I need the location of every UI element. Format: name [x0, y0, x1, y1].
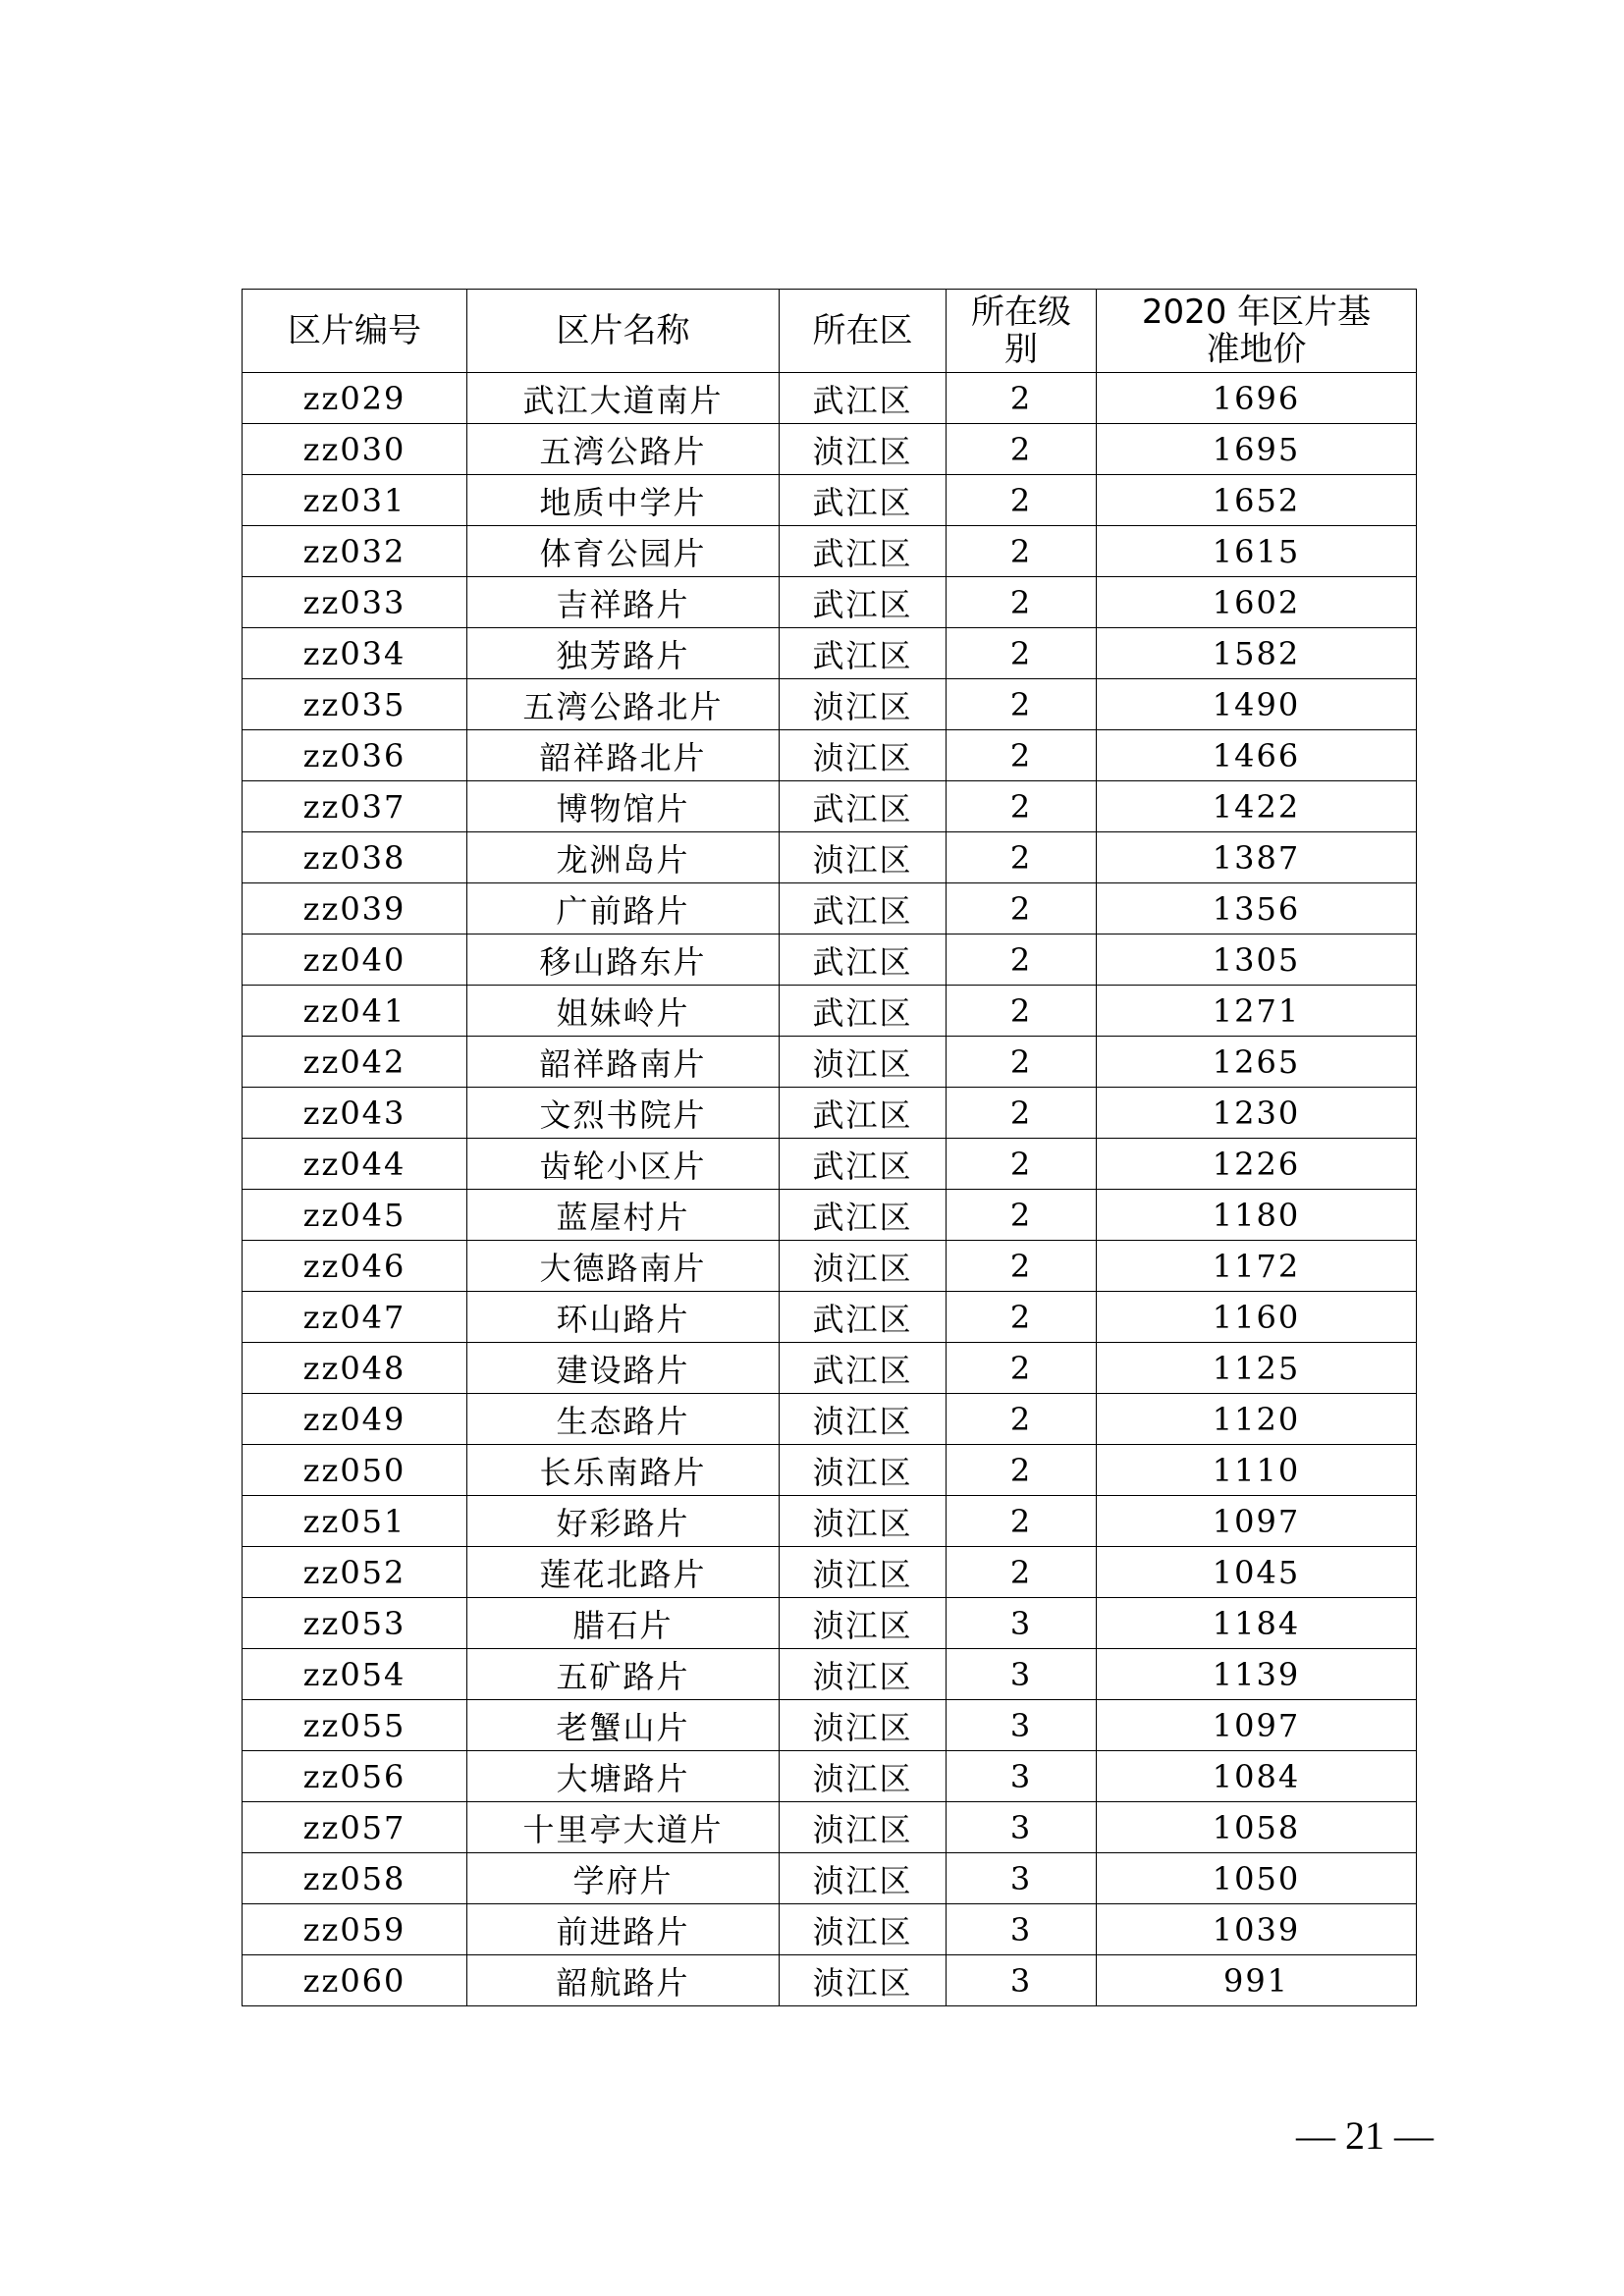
cell-district: 武江区	[780, 373, 947, 424]
cell-zone-name: 移山路东片	[467, 934, 780, 986]
cell-level: 2	[947, 526, 1097, 577]
cell-base-price: 1226	[1097, 1139, 1417, 1190]
cell-base-price: 1084	[1097, 1751, 1417, 1802]
cell-zone-name: 齿轮小区片	[467, 1139, 780, 1190]
cell-level: 2	[947, 679, 1097, 730]
cell-zone-name: 地质中学片	[467, 475, 780, 526]
table-row	[243, 832, 1417, 883]
table-row	[243, 1649, 1417, 1700]
table-row	[243, 1853, 1417, 1904]
table-row	[243, 934, 1417, 986]
land-price-table	[242, 289, 1417, 2006]
cell-zone-name: 五湾公路北片	[467, 679, 780, 730]
cell-district: 武江区	[780, 986, 947, 1037]
table-row	[243, 1241, 1417, 1292]
table-body	[243, 373, 1417, 2006]
cell-base-price: 1466	[1097, 730, 1417, 781]
cell-zone-code: zz058	[243, 1853, 467, 1904]
cell-level: 2	[947, 1394, 1097, 1445]
cell-base-price: 1695	[1097, 424, 1417, 475]
cell-base-price: 1180	[1097, 1190, 1417, 1241]
cell-district: 浈江区	[780, 679, 947, 730]
cell-level: 3	[947, 1853, 1097, 1904]
cell-zone-code: zz040	[243, 934, 467, 986]
cell-zone-name: 韶祥路北片	[467, 730, 780, 781]
cell-zone-code: zz060	[243, 1955, 467, 2006]
cell-district: 浈江区	[780, 1241, 947, 1292]
cell-zone-code: zz051	[243, 1496, 467, 1547]
table-row	[243, 1139, 1417, 1190]
cell-zone-name: 姐妹岭片	[467, 986, 780, 1037]
cell-zone-name: 五矿路片	[467, 1649, 780, 1700]
cell-district: 浈江区	[780, 1904, 947, 1955]
header-level: 所在级别	[947, 290, 1097, 373]
cell-zone-name: 韶航路片	[467, 1955, 780, 2006]
cell-district: 武江区	[780, 577, 947, 628]
cell-district: 浈江区	[780, 1394, 947, 1445]
cell-level: 2	[947, 1241, 1097, 1292]
cell-zone-code: zz043	[243, 1088, 467, 1139]
header-zone-name: 区片名称	[467, 290, 780, 373]
cell-zone-name: 大德路南片	[467, 1241, 780, 1292]
table-row	[243, 424, 1417, 475]
cell-zone-code: zz053	[243, 1598, 467, 1649]
table-row	[243, 628, 1417, 679]
cell-zone-code: zz044	[243, 1139, 467, 1190]
cell-base-price: 1490	[1097, 679, 1417, 730]
table-row	[243, 1955, 1417, 2006]
cell-zone-code: zz039	[243, 883, 467, 934]
table-row	[243, 577, 1417, 628]
cell-zone-code: zz046	[243, 1241, 467, 1292]
table-row	[243, 1088, 1417, 1139]
cell-zone-name: 龙洲岛片	[467, 832, 780, 883]
cell-district: 浈江区	[780, 1445, 947, 1496]
cell-base-price: 1265	[1097, 1037, 1417, 1088]
cell-base-price: 1184	[1097, 1598, 1417, 1649]
cell-district: 浈江区	[780, 1496, 947, 1547]
table-row	[243, 1343, 1417, 1394]
cell-level: 2	[947, 986, 1097, 1037]
cell-level: 2	[947, 475, 1097, 526]
cell-zone-code: zz057	[243, 1802, 467, 1853]
cell-zone-name: 腊石片	[467, 1598, 780, 1649]
cell-base-price: 1615	[1097, 526, 1417, 577]
cell-zone-code: zz038	[243, 832, 467, 883]
cell-zone-code: zz054	[243, 1649, 467, 1700]
cell-level: 2	[947, 1547, 1097, 1598]
cell-zone-name: 好彩路片	[467, 1496, 780, 1547]
cell-zone-name: 大塘路片	[467, 1751, 780, 1802]
table-row	[243, 526, 1417, 577]
cell-zone-name: 前进路片	[467, 1904, 780, 1955]
cell-base-price: 991	[1097, 1955, 1417, 2006]
cell-zone-name: 体育公园片	[467, 526, 780, 577]
table-row	[243, 1394, 1417, 1445]
cell-district: 浈江区	[780, 1547, 947, 1598]
cell-district: 武江区	[780, 1292, 947, 1343]
header-district: 所在区	[780, 290, 947, 373]
page-number: — 21 —	[1296, 2113, 1434, 2158]
cell-zone-name: 环山路片	[467, 1292, 780, 1343]
cell-zone-code: zz050	[243, 1445, 467, 1496]
cell-district: 浈江区	[780, 730, 947, 781]
table-row	[243, 1700, 1417, 1751]
cell-level: 2	[947, 1343, 1097, 1394]
cell-base-price: 1050	[1097, 1853, 1417, 1904]
cell-district: 武江区	[780, 628, 947, 679]
header-zone-code: 区片编号	[243, 290, 467, 373]
cell-district: 武江区	[780, 475, 947, 526]
cell-zone-code: zz055	[243, 1700, 467, 1751]
cell-district: 浈江区	[780, 1955, 947, 2006]
cell-zone-name: 学府片	[467, 1853, 780, 1904]
cell-level: 3	[947, 1598, 1097, 1649]
cell-zone-name: 老蟹山片	[467, 1700, 780, 1751]
cell-level: 2	[947, 781, 1097, 832]
cell-base-price: 1305	[1097, 934, 1417, 986]
table-row	[243, 373, 1417, 424]
cell-zone-code: zz041	[243, 986, 467, 1037]
cell-district: 武江区	[780, 934, 947, 986]
table-header	[243, 290, 1417, 373]
cell-base-price: 1356	[1097, 883, 1417, 934]
cell-base-price: 1387	[1097, 832, 1417, 883]
cell-zone-name: 吉祥路片	[467, 577, 780, 628]
cell-district: 武江区	[780, 1190, 947, 1241]
cell-base-price: 1230	[1097, 1088, 1417, 1139]
cell-level: 2	[947, 1088, 1097, 1139]
cell-district: 浈江区	[780, 424, 947, 475]
cell-zone-name: 生态路片	[467, 1394, 780, 1445]
cell-base-price: 1110	[1097, 1445, 1417, 1496]
cell-district: 武江区	[780, 1139, 947, 1190]
cell-zone-name: 蓝屋村片	[467, 1190, 780, 1241]
table-row	[243, 1547, 1417, 1598]
cell-level: 2	[947, 1445, 1097, 1496]
cell-level: 3	[947, 1649, 1097, 1700]
cell-district: 浈江区	[780, 1700, 947, 1751]
cell-level: 2	[947, 1139, 1097, 1190]
cell-base-price: 1058	[1097, 1802, 1417, 1853]
cell-district: 武江区	[780, 1088, 947, 1139]
cell-level: 2	[947, 1037, 1097, 1088]
header-row	[243, 290, 1417, 373]
cell-district: 浈江区	[780, 1853, 947, 1904]
cell-base-price: 1422	[1097, 781, 1417, 832]
cell-base-price: 1602	[1097, 577, 1417, 628]
cell-district: 浈江区	[780, 1751, 947, 1802]
cell-zone-name: 武江大道南片	[467, 373, 780, 424]
cell-district: 浈江区	[780, 1649, 947, 1700]
cell-level: 2	[947, 628, 1097, 679]
table-row	[243, 475, 1417, 526]
cell-level: 3	[947, 1904, 1097, 1955]
table-row	[243, 883, 1417, 934]
cell-zone-code: zz045	[243, 1190, 467, 1241]
cell-base-price: 1652	[1097, 475, 1417, 526]
table-row	[243, 1598, 1417, 1649]
header-base-price: 2020 年区片基准地价	[1097, 290, 1417, 373]
cell-zone-code: zz056	[243, 1751, 467, 1802]
table-row	[243, 1904, 1417, 1955]
cell-zone-code: zz059	[243, 1904, 467, 1955]
cell-base-price: 1696	[1097, 373, 1417, 424]
cell-zone-code: zz047	[243, 1292, 467, 1343]
cell-zone-code: zz048	[243, 1343, 467, 1394]
cell-level: 2	[947, 730, 1097, 781]
cell-zone-code: zz030	[243, 424, 467, 475]
cell-district: 武江区	[780, 883, 947, 934]
table-row	[243, 1190, 1417, 1241]
cell-base-price: 1172	[1097, 1241, 1417, 1292]
cell-base-price: 1097	[1097, 1496, 1417, 1547]
cell-zone-code: zz052	[243, 1547, 467, 1598]
cell-level: 2	[947, 832, 1097, 883]
table-row	[243, 1292, 1417, 1343]
table-row	[243, 1751, 1417, 1802]
cell-base-price: 1120	[1097, 1394, 1417, 1445]
cell-level: 2	[947, 883, 1097, 934]
cell-base-price: 1097	[1097, 1700, 1417, 1751]
cell-zone-code: zz029	[243, 373, 467, 424]
cell-district: 武江区	[780, 781, 947, 832]
cell-level: 2	[947, 577, 1097, 628]
cell-zone-code: zz049	[243, 1394, 467, 1445]
table-row	[243, 781, 1417, 832]
cell-district: 浈江区	[780, 1802, 947, 1853]
cell-level: 2	[947, 1292, 1097, 1343]
cell-zone-code: zz037	[243, 781, 467, 832]
cell-zone-name: 博物馆片	[467, 781, 780, 832]
cell-district: 浈江区	[780, 832, 947, 883]
cell-level: 3	[947, 1700, 1097, 1751]
cell-level: 3	[947, 1802, 1097, 1853]
table-row	[243, 1445, 1417, 1496]
cell-zone-code: zz032	[243, 526, 467, 577]
cell-zone-name: 建设路片	[467, 1343, 780, 1394]
cell-level: 2	[947, 1190, 1097, 1241]
cell-level: 3	[947, 1955, 1097, 2006]
cell-zone-name: 韶祥路南片	[467, 1037, 780, 1088]
cell-level: 2	[947, 934, 1097, 986]
cell-zone-name: 文烈书院片	[467, 1088, 780, 1139]
table-row	[243, 679, 1417, 730]
cell-zone-name: 广前路片	[467, 883, 780, 934]
table-row	[243, 1496, 1417, 1547]
cell-base-price: 1139	[1097, 1649, 1417, 1700]
cell-level: 2	[947, 1496, 1097, 1547]
cell-zone-code: zz031	[243, 475, 467, 526]
cell-zone-name: 五湾公路片	[467, 424, 780, 475]
cell-zone-code: zz035	[243, 679, 467, 730]
cell-zone-name: 莲花北路片	[467, 1547, 780, 1598]
table-row	[243, 1037, 1417, 1088]
cell-district: 浈江区	[780, 1598, 947, 1649]
cell-zone-code: zz033	[243, 577, 467, 628]
cell-district: 武江区	[780, 1343, 947, 1394]
cell-base-price: 1582	[1097, 628, 1417, 679]
table-row	[243, 730, 1417, 781]
cell-base-price: 1125	[1097, 1343, 1417, 1394]
cell-base-price: 1271	[1097, 986, 1417, 1037]
cell-zone-name: 十里亭大道片	[467, 1802, 780, 1853]
cell-zone-name: 长乐南路片	[467, 1445, 780, 1496]
cell-base-price: 1045	[1097, 1547, 1417, 1598]
cell-zone-name: 独芳路片	[467, 628, 780, 679]
cell-base-price: 1039	[1097, 1904, 1417, 1955]
cell-zone-code: zz036	[243, 730, 467, 781]
cell-level: 2	[947, 373, 1097, 424]
table-row	[243, 986, 1417, 1037]
cell-zone-code: zz034	[243, 628, 467, 679]
cell-zone-code: zz042	[243, 1037, 467, 1088]
cell-level: 2	[947, 424, 1097, 475]
cell-base-price: 1160	[1097, 1292, 1417, 1343]
cell-level: 3	[947, 1751, 1097, 1802]
cell-district: 浈江区	[780, 1037, 947, 1088]
table-row	[243, 1802, 1417, 1853]
cell-district: 武江区	[780, 526, 947, 577]
